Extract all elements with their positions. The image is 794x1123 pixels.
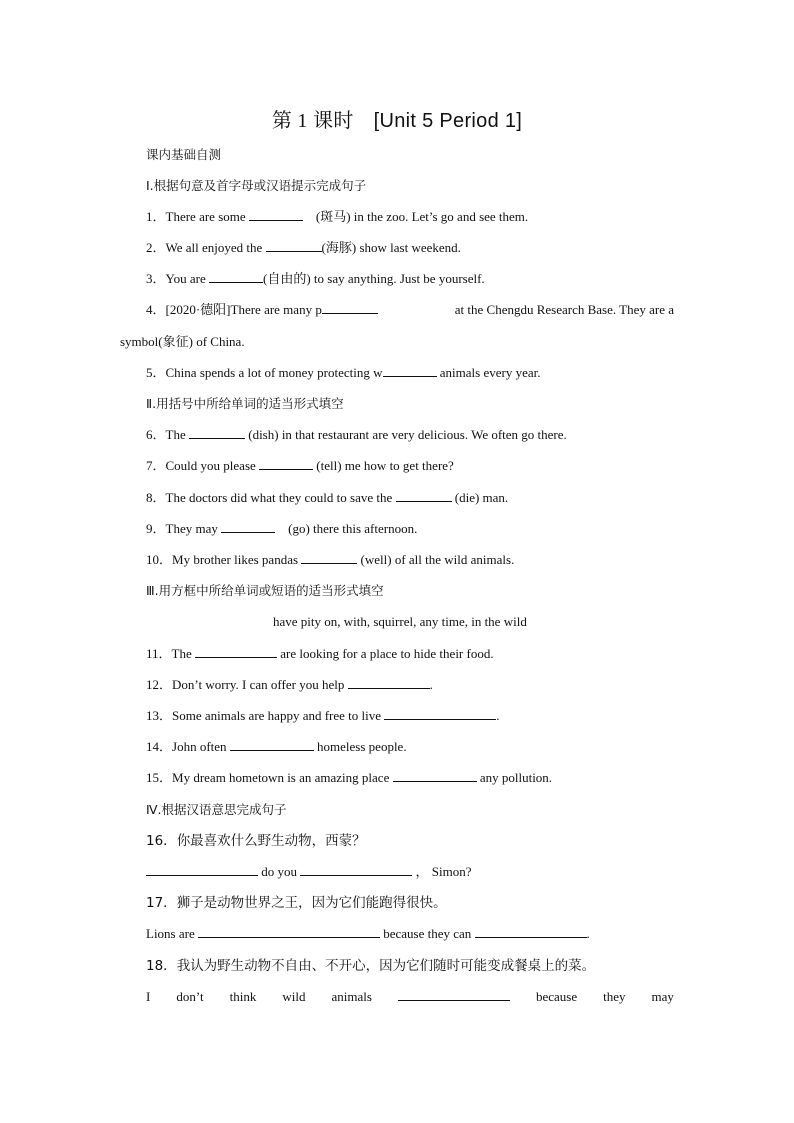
answer-blank[interactable] xyxy=(266,239,322,252)
question-8: 8．The doctors did what they could to save the (die) man. xyxy=(146,490,509,505)
question-14: 14．John often homeless people. xyxy=(146,739,407,754)
section-heading: Ⅳ.根据汉语意思完成句子 xyxy=(146,802,287,817)
answer-blank[interactable] xyxy=(301,551,357,564)
answer-blank[interactable] xyxy=(146,863,258,876)
question-11: 11．The are looking for a place to hide their food. xyxy=(146,646,494,661)
question-16-answer: do you ， Simon? xyxy=(146,863,471,881)
question-15: 15．My dream hometown is an amazing place any pollution. xyxy=(146,770,553,785)
answer-blank[interactable] xyxy=(249,208,303,221)
answer-blank[interactable] xyxy=(189,426,245,439)
question-18-answer: I don’t think wild animals because they may xyxy=(146,989,674,1004)
question-9: 9．They may (go) there this afternoon. xyxy=(146,521,418,536)
lesson-label: 第 1 课时 xyxy=(271,110,354,132)
question-3: 3．You are (自由的) to say anything. Just be yourself. xyxy=(146,271,485,286)
question-4: 4．[2020·德阳]There are many p at the Chengdu Research Base. They are a xyxy=(146,302,674,317)
answer-blank[interactable] xyxy=(348,676,430,689)
answer-blank[interactable] xyxy=(259,457,313,470)
question-12: 12．Don’t worry. I can offer you help . xyxy=(146,677,433,692)
answer-blank[interactable] xyxy=(230,738,314,751)
question-17-answer: Lions are because they can . xyxy=(146,926,590,941)
section-heading: Ⅲ.用方框中所给单词或短语的适当形式填空 xyxy=(146,583,384,598)
question-17-prompt: 17．狮子是动物世界之王，因为它们能跑得很快。 xyxy=(146,895,447,911)
question-1: 1．There are some (斑马) in the zoo. Let’s go and see them. xyxy=(146,209,529,224)
question-6: 6．The (dish) in that restaurant are very delicious. We often go there. xyxy=(146,427,567,442)
question-18-prompt: 18．我认为野生动物不自由、不开心，因为它们随时可能变成餐桌上的菜。 xyxy=(146,958,596,974)
answer-blank[interactable] xyxy=(300,863,412,876)
subtitle: 课内基础自测 xyxy=(146,147,222,162)
unit-label: [Unit 5 Period 1] xyxy=(373,110,523,132)
question-2: 2．We all enjoyed the (海豚) show last weekend. xyxy=(146,240,461,255)
answer-blank[interactable] xyxy=(475,925,587,938)
section-heading: Ⅰ.根据句意及首字母或汉语提示完成句子 xyxy=(146,178,367,193)
answer-blank[interactable] xyxy=(322,301,378,314)
answer-blank[interactable] xyxy=(195,645,277,658)
question-16-prompt: 16．你最喜欢什么野生动物，西蒙？ xyxy=(146,833,366,849)
answer-blank[interactable] xyxy=(221,520,275,533)
answer-blank[interactable] xyxy=(209,270,263,283)
answer-blank[interactable] xyxy=(198,925,380,938)
answer-blank[interactable] xyxy=(383,364,437,377)
answer-blank[interactable] xyxy=(398,988,510,1001)
answer-blank[interactable] xyxy=(393,769,477,782)
answer-blank[interactable] xyxy=(396,489,452,502)
section-heading: Ⅱ.用括号中所给单词的适当形式填空 xyxy=(146,396,344,411)
page-title xyxy=(0,104,794,133)
answer-blank[interactable] xyxy=(384,707,496,720)
question-13: 13．Some animals are happy and free to live . xyxy=(146,708,500,723)
question-10: 10．My brother likes pandas (well) of all the wild animals. xyxy=(146,552,515,567)
word-box: have pity on, with, squirrel, any time, in the wild xyxy=(273,614,527,629)
question-7: 7．Could you please (tell) me how to get there? xyxy=(146,458,454,473)
question-4-continued: symbol(象征) of China. xyxy=(120,334,245,349)
question-5: 5．China spends a lot of money protecting w animals every year. xyxy=(146,365,541,380)
question-number: 1． xyxy=(146,209,166,224)
